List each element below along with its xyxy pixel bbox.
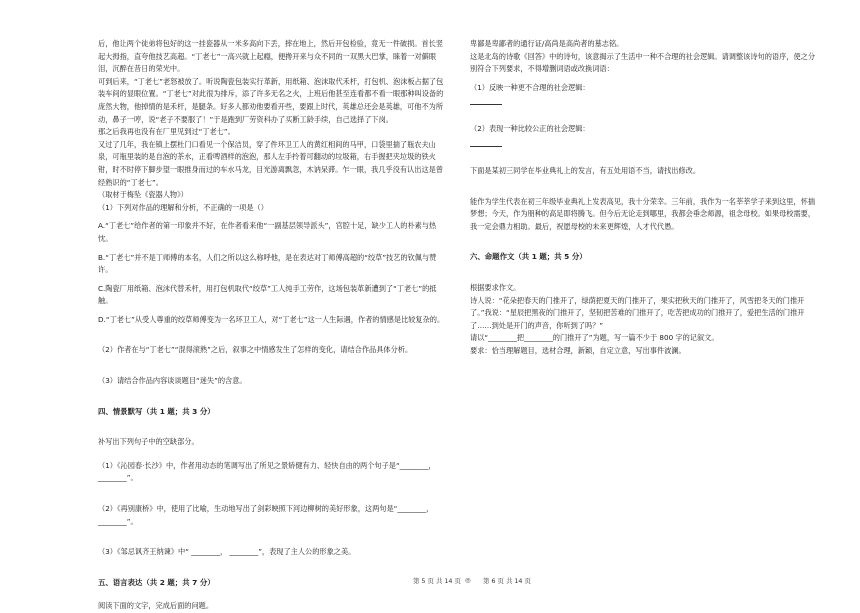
question-3: （3）请结合作品内容谈谈题目“迷失”的含意。 [98, 376, 247, 386]
answer-blank [470, 137, 502, 147]
speech-instruction: 下面是某初三同学在毕业典礼上的发言，有五处用语不当，请找出修改。 [470, 165, 701, 175]
dictation-question-3: （3）《邹忌讽齐王纳谏》中“ ________， ________”，表现了主人公的形象之美。 [98, 547, 356, 557]
essay-prompt-poem: 诗人说：“花朵把春天的门推开了，绿荫把夏天的门推开了，果实把秋天的门推开了，风雪把冬天的门推开了。”我说：“星辰把黑夜的门推开了，坚韧把苦难的门推开了，吃苦把成功的门推开了，爱把生活的门推开了……到处是开门的声音，你听到了吗？” [470, 295, 805, 330]
option-c: C.陶瓷厂用纸箱、泡沫代替禾杆，用打包机取代“绞草”工人纯手工劳作，这场包装革新遭到了“丁老七”的抵触。 [98, 283, 437, 306]
page-number-right: 第 6 页 共 14 页 [483, 577, 531, 585]
left-column [98, 38, 446, 613]
language-question-1: （1）反映一种更不合理的社会逻辑： [470, 82, 590, 92]
question-1: （1）下列对作品的理解和分析，不正确的一项是（） [98, 202, 268, 212]
option-d: D.“丁老七”从受人尊重的绞草师傅变为一名环卫工人，对“丁老七”这一人生际遇，作者的情感是比较复杂的。 [98, 314, 445, 324]
speech-text: 能作为学生代表在初三年级毕业典礼上发表高见，我十分荣幸。三年前，我作为一名莘莘学子来到这里，怀揣梦想；今天，作为朋种的高足即将腾飞。但今后无论走到哪里，我都会垂念师源，祖念母校。如果母校需要，我一定会鼎力相助。最后，祝愿母校的未来更辉煌，人才代代愚。 [470, 196, 816, 231]
option-b: B.“丁老七”并不是丁师傅的本名，人们之所以这么称呼他，是在表达对丁师傅高超的“绞草”技艺的钦佩与赞许。 [98, 252, 437, 275]
dictation-question-1: （1）《沁园春·长沙》中，作者用动态的笔调写出了所见之景矫健有力、轻快自由的两个句子是“________，________”。 [98, 460, 436, 483]
question-2: （2）作者在与“丁老七”“混得滚熟”之后，叙事之中情感发生了怎样的变化，请结合作品具体分析。 [98, 345, 413, 355]
footer-separator: ◎ [465, 576, 471, 584]
option-a: A.“丁老七”给作者的第一印象并不好，在作者看来他“一副基层领导派头”，官腔十足，缺少工人的朴素与热忱。 [98, 221, 437, 243]
story-paragraph: 又过了几年，我在镇上摆杜门口看见一个保洁员，穿了件环卫工人的黄红相间的马甲，口袋里揣了瓶农夫山泉，可瓶里装的是自泡的茶水，正看啤酒样的泡泡，那人左手拎着可翻动的垃圾箱，右手握把夹垃圾的铁火钳，时不时停下脚步望一眼推身而过的车水马龙，目光游离飘忽，木讷呆滞。乍一眼，我几乎没有认出这是曾经熟识的“丁老七”。 [98, 139, 444, 187]
story-paragraph: 可到后来，“丁老七”老怒被放了。听说陶瓷包装实行革新，用纸箱、泡沫取代禾杆，打包机、泡沫板占据了包装车间的显眼位置。“丁老七”对此很为排斥，添了许多无名之火，上班后他甚至连看都不看一眼那种叫设备的庞然大物，他掉情的是禾杆，是腿条。好多人都劝他要看开些，要跟上时代，英雄总还会是英雄，可他不为所动，鼻子一哼，说“老子不要服了！”于是跑到厂劳资科办了买断工龄手续，自己选择了下岗。 [98, 76, 444, 124]
essay-task: 请以“________把________的门推开了”为题，写一篇不少于 800 字的记叙文。 [470, 333, 719, 343]
language-question-2: （2）表现一种比较公正的社会逻辑： [470, 124, 590, 134]
section-4-heading: 四、情景默写（共 1 题；共 3 分） [98, 406, 215, 416]
poem-line: 卑鄙是卑鄙者的通行证/高尚是高尚者的墓志铭。 [470, 39, 624, 48]
story-paragraph: 那之后我再也没有在厂里见到过“丁老七”。 [98, 127, 235, 137]
language-task: 这是北岛的诗歌《回答》中的诗句，该意揭示了生活中一种不合理的社会逻辑。请调整该诗句的语序，使之分别符合下列要求，不得增删词语或改换词语： [470, 51, 816, 74]
answer-blank [470, 95, 502, 105]
story-paragraph: 后，他让两个徒弟将包好的这一挂瓷器从一米多高向下丢，摔在地上，然后开包检验，竟无一件破损。首长竖起大拇指，直夸他技艺高超。“丁老七”一高兴就上起瘾，便搀开来与众不同的一双黑大巴掌，睐着一对僻眼泪，沉醉在昔日的荣光中。 [98, 39, 444, 74]
section-4-intro: 补写出下列句子中的空缺部分。 [98, 437, 199, 447]
essay-requirements: 要求：恰当理解题目，选材合理，新颖，自定立意，写出事件波澜。 [470, 345, 686, 355]
section-6-heading: 六、命题作文（共 1 题；共 5 分） [470, 252, 587, 262]
story-source: （取材于梅坠《瓷器人物》） [98, 190, 188, 200]
section-5-heading: 五、语言表达（共 2 题；共 7 分） [98, 577, 215, 587]
section-5-intro: 阅读下面的文字，完成后面的问题。 [98, 601, 214, 611]
dictation-question-2: （2）《再别康桥》中，使用了比喻，生动地写出了剑彩映照下河边柳树的美好形象，这两句是“________，________”。 [98, 504, 434, 526]
page-number-left: 第 5 页 共 14 页 [413, 577, 461, 585]
right-column [470, 38, 817, 358]
section-6-intro: 根据要求作文。 [470, 282, 521, 292]
